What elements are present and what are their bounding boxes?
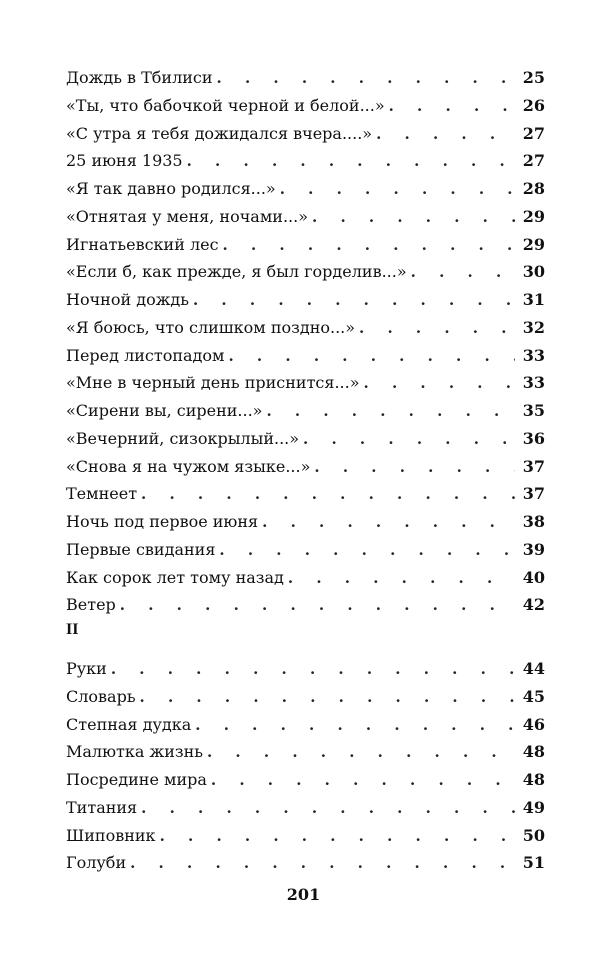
toc-entry — [66, 591, 545, 619]
toc-entry — [66, 536, 545, 564]
toc-entry-page: 36 — [522, 428, 545, 448]
toc-entry-title: «Отнятая у меня, ночами...» — [66, 206, 308, 226]
toc-entry-page: 25 — [522, 68, 545, 87]
toc-entry-title: «Если б, как прежде, я был горделив...» — [66, 262, 407, 282]
dot-leader — [228, 343, 514, 371]
toc-list-part-1 — [66, 64, 545, 619]
toc-entry — [66, 564, 545, 592]
dot-leader — [217, 65, 515, 93]
toc-entry — [66, 849, 545, 877]
dot-leader — [195, 712, 514, 740]
toc-entry — [66, 286, 545, 314]
dot-leader — [262, 509, 515, 537]
dot-leader — [211, 767, 515, 795]
toc-entry-title: Дождь в Тбилиси — [66, 68, 213, 87]
toc-entry-title: Темнеет — [66, 484, 138, 504]
dot-leader — [187, 148, 515, 176]
dot-leader — [266, 398, 514, 426]
toc-entry-page: 33 — [522, 345, 545, 365]
toc-entry-page: 45 — [522, 686, 545, 706]
toc-entry — [66, 655, 545, 683]
toc-entry-title: «Я так давно родился...» — [66, 179, 276, 198]
toc-entry-title: «Вечерний, сизокрылый...» — [66, 428, 300, 448]
toc-entry — [66, 147, 545, 175]
toc-entry — [66, 203, 545, 231]
toc-entry-title: Первые свидания — [66, 539, 216, 559]
toc-entry-page: 42 — [522, 595, 545, 615]
toc-entry-title: Игнатьевский лес — [66, 234, 219, 254]
toc-entry — [66, 738, 545, 766]
dot-leader — [314, 454, 514, 482]
dot-leader — [389, 93, 515, 121]
toc-entry-title: Ночной дождь — [66, 290, 189, 309]
toc-entry-page: 51 — [522, 853, 545, 873]
toc-entry-page: 29 — [522, 234, 545, 254]
dot-leader — [219, 537, 514, 565]
toc-entry — [66, 92, 545, 120]
toc-entry-title: «Мне в черный день приснится...» — [66, 373, 360, 393]
toc-entry-page: 27 — [522, 151, 545, 171]
toc-entry — [66, 480, 545, 508]
toc-entry-page: 39 — [522, 539, 545, 559]
toc-list-part-2 — [66, 655, 545, 877]
toc-entry-title: 25 июня 1935 — [66, 151, 183, 171]
dot-leader — [207, 739, 515, 767]
toc-entry-page: 32 — [522, 317, 545, 337]
toc-entry-page: 28 — [522, 179, 545, 198]
toc-entry-page: 35 — [522, 401, 545, 420]
toc-entry-page: 27 — [522, 123, 545, 143]
toc-entry — [66, 120, 545, 148]
toc-entry — [66, 794, 545, 822]
toc-entry-page: 50 — [522, 825, 545, 845]
dot-leader — [223, 232, 515, 260]
toc-entry — [66, 425, 545, 453]
toc-entry-page: 31 — [522, 290, 545, 309]
toc-entry-title: Посредине мира — [66, 770, 207, 789]
toc-entry-title: Перед листопадом — [66, 345, 225, 365]
toc-entry-page: 33 — [522, 373, 545, 393]
toc-entry-title: «Ты, что бабочкой черной и белой...» — [66, 95, 385, 115]
toc-entry-title: Шиповник — [66, 825, 156, 845]
page-number: 201 — [286, 885, 321, 904]
toc-entry — [66, 369, 545, 397]
toc-entry-page: 38 — [522, 512, 545, 531]
dot-leader — [411, 259, 515, 287]
dot-leader — [288, 565, 515, 593]
toc-entry-title: «Я боюсь, что слишком поздно...» — [66, 317, 356, 337]
toc-entry-page: 46 — [522, 714, 545, 734]
dot-leader — [160, 823, 515, 851]
toc-entry — [66, 397, 545, 425]
toc-entry-title: Как сорок лет тому назад — [66, 567, 284, 587]
toc-entry-page: 44 — [522, 659, 545, 678]
toc-entry — [66, 342, 545, 370]
toc-entry-title: «С утра я тебя дожидался вчера....» — [66, 123, 373, 143]
toc-entry-title: Ветер — [66, 595, 116, 615]
toc-entry — [66, 766, 545, 794]
section-heading: II — [66, 621, 79, 638]
toc-entry-page: 30 — [522, 262, 545, 282]
toc-entry-title: «Сирени вы, сирени...» — [66, 401, 263, 420]
dot-leader — [193, 287, 515, 315]
dot-leader — [130, 850, 515, 878]
toc-entry — [66, 231, 545, 259]
toc-entry-page: 40 — [522, 567, 545, 587]
toc-entry-page: 26 — [522, 95, 545, 115]
dot-leader — [303, 426, 515, 454]
toc-entry — [66, 314, 545, 342]
toc-entry — [66, 683, 545, 711]
toc-entry-page: 48 — [522, 742, 545, 762]
toc-entry-title: Словарь — [66, 686, 136, 706]
dot-leader — [359, 315, 515, 343]
toc-entry-title: Малютка жизнь — [66, 742, 203, 762]
dot-leader — [140, 684, 515, 712]
toc-entry-page: 37 — [522, 456, 545, 476]
toc-entry-page: 48 — [522, 770, 545, 789]
dot-leader — [141, 481, 515, 509]
dot-leader — [376, 121, 515, 149]
toc-entry — [66, 453, 545, 481]
toc-entry-title: Степная дудка — [66, 714, 192, 734]
toc-entry-page: 49 — [522, 797, 545, 817]
toc-entry — [66, 711, 545, 739]
toc-entry-title: Голуби — [66, 853, 127, 873]
dot-leader — [312, 204, 515, 232]
dot-leader — [141, 795, 515, 823]
dot-leader — [120, 592, 515, 620]
toc-entry — [66, 175, 545, 203]
toc-entry-title: Титания — [66, 797, 138, 817]
toc-entry-title: Руки — [66, 659, 107, 678]
toc-entry — [66, 822, 545, 850]
toc-entry-page: 29 — [522, 206, 545, 226]
toc-entry-title: «Снова я на чужом языке...» — [66, 456, 311, 476]
toc-entry — [66, 258, 545, 286]
toc-entry — [66, 508, 545, 536]
toc-entry — [66, 64, 545, 92]
dot-leader — [280, 176, 515, 204]
dot-leader — [111, 656, 515, 684]
toc-entry-title: Ночь под первое июня — [66, 512, 259, 531]
toc-entry-page: 37 — [522, 484, 545, 504]
dot-leader — [364, 370, 515, 398]
